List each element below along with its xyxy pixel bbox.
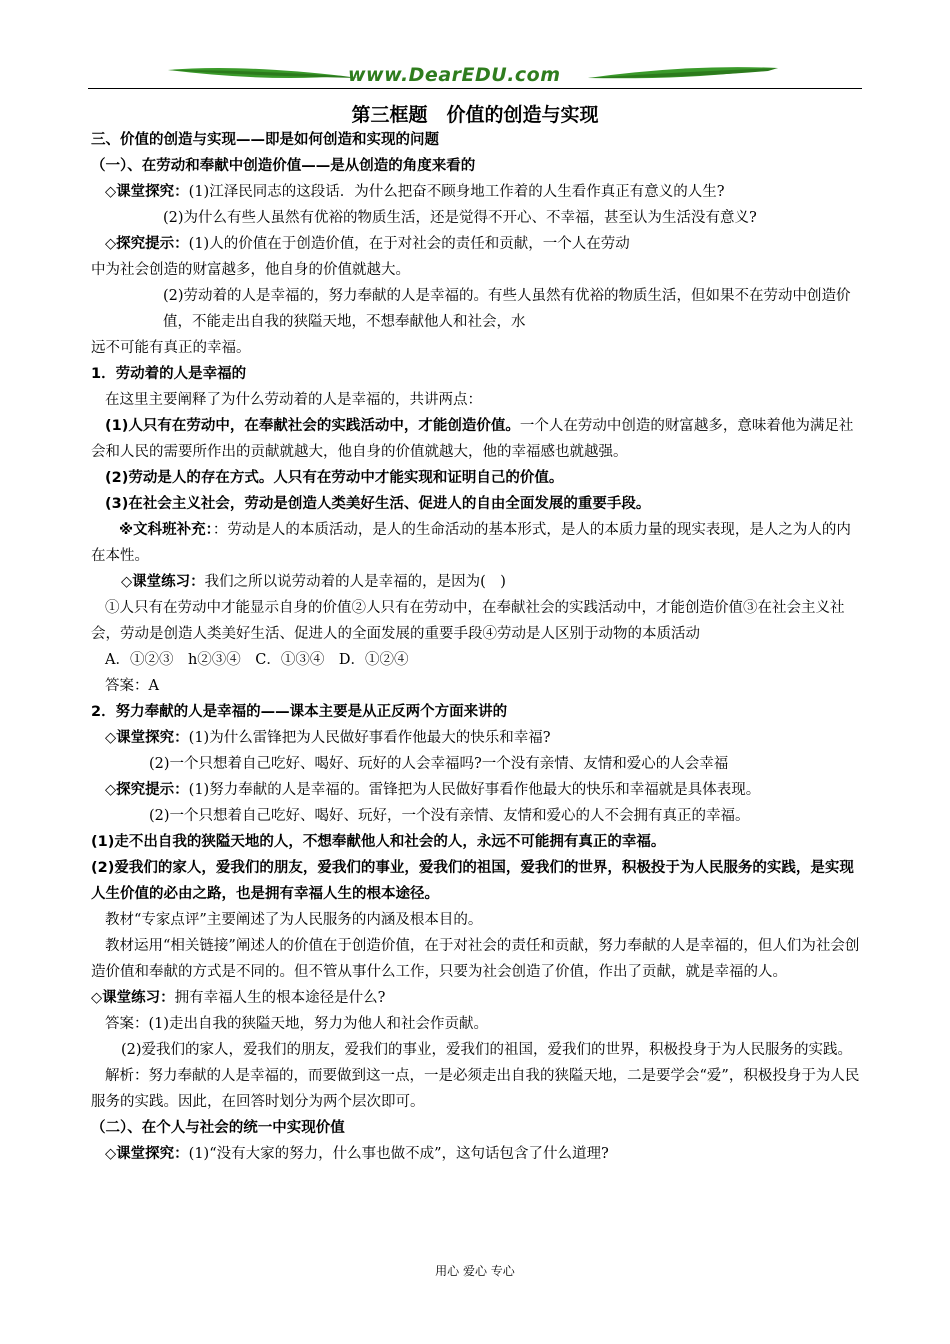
paragraph: ◇探究提示：(1)努力奉献的人是幸福的。雷锋把为人民做好事看作他最大的快乐和幸福就是具体表现。 bbox=[105, 782, 761, 798]
paragraph: (1)走不出自我的狭隘天地的人，不想奉献他人和社会的人，永远不可能拥有真正的幸福。 bbox=[91, 834, 666, 850]
paragraph: ◇课堂探究：(1)江泽民同志的这段话．为什么把奋不顾身地工作着的人生看作真正有意义的人生? bbox=[105, 184, 725, 200]
paragraph: 中为社会创造的财富越多，他自身的价值就越大。 bbox=[91, 262, 410, 278]
answer: 答案：A bbox=[105, 678, 159, 694]
label: ◇课堂练习： bbox=[91, 990, 175, 1006]
section-heading: 三、价值的创造与实现——即是如何创造和实现的问题 bbox=[91, 132, 439, 148]
label: ◇课堂探究： bbox=[105, 184, 189, 200]
label: ◇课堂探究： bbox=[105, 1146, 189, 1162]
paragraph: (3)在社会主义社会，劳动是创造人类美好生活、促进人的自由全面发展的重要手段。 bbox=[105, 496, 651, 512]
point-heading: 2．努力奉献的人是幸福的——课本主要是从正反两个方面来讲的 bbox=[91, 704, 508, 720]
label: ◇课堂探究： bbox=[105, 730, 189, 746]
paragraph: ◇课堂探究：(1)“没有大家的努力，什么事也做不成”，这句话包含了什么道理? bbox=[105, 1146, 609, 1162]
paragraph: (2)一个只想着自己吃好、喝好、玩好，一个没有亲情、友情和爱心的人不会拥有真正的幸福。 bbox=[149, 808, 750, 824]
page-title: 第三框题 价值的创造与实现 bbox=[351, 104, 599, 126]
label: ◇课堂练习： bbox=[121, 574, 205, 590]
paragraph: (2)劳动是人的存在方式。人只有在劳动中才能实现和证明自己的价值。 bbox=[105, 470, 564, 486]
subsection-heading: （一）、在劳动和奉献中创造价值——是从创造的角度来看的 bbox=[91, 158, 476, 174]
paragraph: 教材“专家点评”主要阐述了为人民服务的内涵及根本目的。 bbox=[105, 912, 483, 928]
header-divider bbox=[88, 88, 862, 89]
paragraph: ◇课堂探究：(1)为什么雷锋把为人民做好事看作他最大的快乐和幸福? bbox=[105, 730, 551, 746]
paragraph: (2)爱我们的家人，爱我们的朋友，爱我们的事业，爱我们的祖国，爱我们的世界，积极投身于为人民服务的实践。 bbox=[121, 1042, 853, 1058]
paragraph: 远不可能有真正的幸福。 bbox=[91, 340, 251, 356]
paragraph: 教材运用“相关链接”阐述人的价值在于创造价值，在于对社会的责任和贡献，努力奉献的人是幸福的，但人们为社会创造价值和奉献的方式是不同的。但不管从事什么工作，只要为社会创造了价值，作出了贡献，就是幸福的人。 bbox=[91, 938, 860, 980]
page-footer: 用心 爱心 专心 bbox=[435, 1264, 515, 1278]
paragraph: (1)人只有在劳动中，在奉献社会的实践活动中，才能创造价值。一个人在劳动中创造的财富越多，意味着他为满足社会和人民的需要所作出的贡献就越大，他自身的价值就越大，他的幸福感也就越强。 bbox=[91, 418, 854, 460]
paragraph: (2)爱我们的家人，爱我们的朋友，爱我们的事业，爱我们的祖国，爱我们的世界，积极投于为人民服务的实践，是实现人生价值的必由之路，也是拥有幸福人生的根本途径。 bbox=[91, 860, 854, 902]
site-url-logo: www.DearEDU.com bbox=[348, 64, 561, 86]
point-heading: 1．劳动着的人是幸福的 bbox=[91, 366, 247, 382]
paragraph: ◇课堂练习：拥有幸福人生的根本途径是什么? bbox=[91, 990, 386, 1006]
paragraph: (2)为什么有些人虽然有优裕的物质生活，还是觉得不开心、不幸福，甚至认为生活没有意义? bbox=[163, 210, 757, 226]
label: ◇探究提示： bbox=[105, 782, 189, 798]
paragraph: ※文科班补充：：劳动是人的本质活动，是人的生命活动的基本形式，是人的本质力量的现实表现，是人之为人的内在本性。 bbox=[91, 522, 851, 564]
document-body bbox=[91, 127, 861, 1167]
answer: 答案：(1)走出自我的狭隘天地，努力为他人和社会作贡献。 bbox=[105, 1016, 489, 1032]
paragraph: 解析：努力奉献的人是幸福的，而要做到这一点，一是必须走出自我的狭隘天地，二是要学会“爱”，积极投身于为人民服务的实践。因此，在回答时划分为两个层次即可。 bbox=[91, 1068, 860, 1110]
paragraph: ◇探究提示：(1)人的价值在于创造价值，在于对社会的责任和贡献，一个人在劳动 bbox=[105, 236, 630, 252]
answer-choices: A．①②③ h②③④ C．①③④ D．①②④ bbox=[105, 652, 409, 668]
paragraph: ◇课堂练习：我们之所以说劳动着的人是幸福的，是因为( ) bbox=[121, 574, 506, 590]
paragraph: (2)一个只想着自己吃好、喝好、玩好的人会幸福吗?一个没有亲情、友情和爱心的人会幸福 bbox=[149, 756, 729, 772]
paragraph: (2)劳动着的人是幸福的，努力奉献的人是幸福的。有些人虽然有优裕的物质生活，但如果不在劳动中创造价值，不能走出自我的狭隘天地，不想奉献他人和社会，水 bbox=[163, 288, 851, 330]
subsection-heading: （二）、在个人与社会的统一中实现价值 bbox=[91, 1120, 345, 1136]
label: ◇探究提示： bbox=[105, 236, 189, 252]
question-options: ①人只有在劳动中才能显示自身的价值②人只有在劳动中，在奉献社会的实践活动中，才能创造价值③在社会主义社会，劳动是创造人类美好生活、促进人的全面发展的重要手段④劳动是人区别于动物的本质活动 bbox=[91, 600, 845, 642]
paragraph: 在这里主要阐释了为什么劳动着的人是幸福的，共讲两点： bbox=[105, 392, 482, 408]
